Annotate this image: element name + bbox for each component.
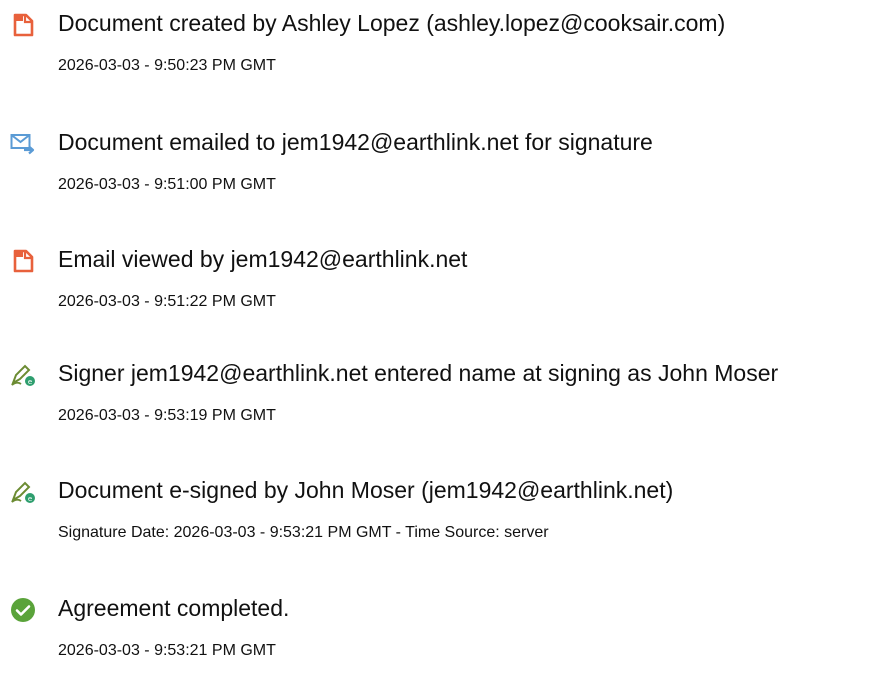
email-sent-icon [10, 131, 36, 157]
event-timestamp: 2026-03-03 - 9:51:00 PM GMT [58, 176, 276, 193]
event-title: Document e-signed by John Moser (jem1942@earthlink.net) [58, 477, 674, 503]
event-title: Document emailed to jem1942@earthlink.net for signature [58, 129, 653, 155]
event-title: Email viewed by jem1942@earthlink.net [58, 246, 468, 272]
event-title: Agreement completed. [58, 595, 290, 621]
svg-text:e: e [27, 495, 33, 503]
event-email-viewed [0, 244, 893, 334]
event-signer-entered-name [0, 358, 893, 448]
event-timestamp: 2026-03-03 - 9:50:23 PM GMT [58, 57, 276, 74]
signature-pen-icon [10, 362, 36, 388]
svg-text:e: e [27, 378, 33, 386]
event-timestamp: 2026-03-03 - 9:53:19 PM GMT [58, 407, 276, 424]
signature-pen-icon [10, 479, 36, 505]
event-document-created [0, 8, 893, 98]
document-viewed-icon [10, 248, 36, 274]
check-circle-icon [10, 597, 36, 623]
event-timestamp: Signature Date: 2026-03-03 - 9:53:21 PM GMT - Time Source: server [58, 524, 549, 541]
document-created-icon [10, 12, 36, 38]
event-timestamp: 2026-03-03 - 9:53:21 PM GMT [58, 642, 276, 659]
event-timestamp: 2026-03-03 - 9:51:22 PM GMT [58, 293, 276, 310]
event-agreement-completed [0, 593, 893, 683]
event-title: Document created by Ashley Lopez (ashley.lopez@cooksair.com) [58, 10, 726, 36]
event-document-emailed [0, 127, 893, 217]
event-document-e-signed [0, 475, 893, 565]
event-title: Signer jem1942@earthlink.net entered name at signing as John Moser [58, 360, 779, 386]
